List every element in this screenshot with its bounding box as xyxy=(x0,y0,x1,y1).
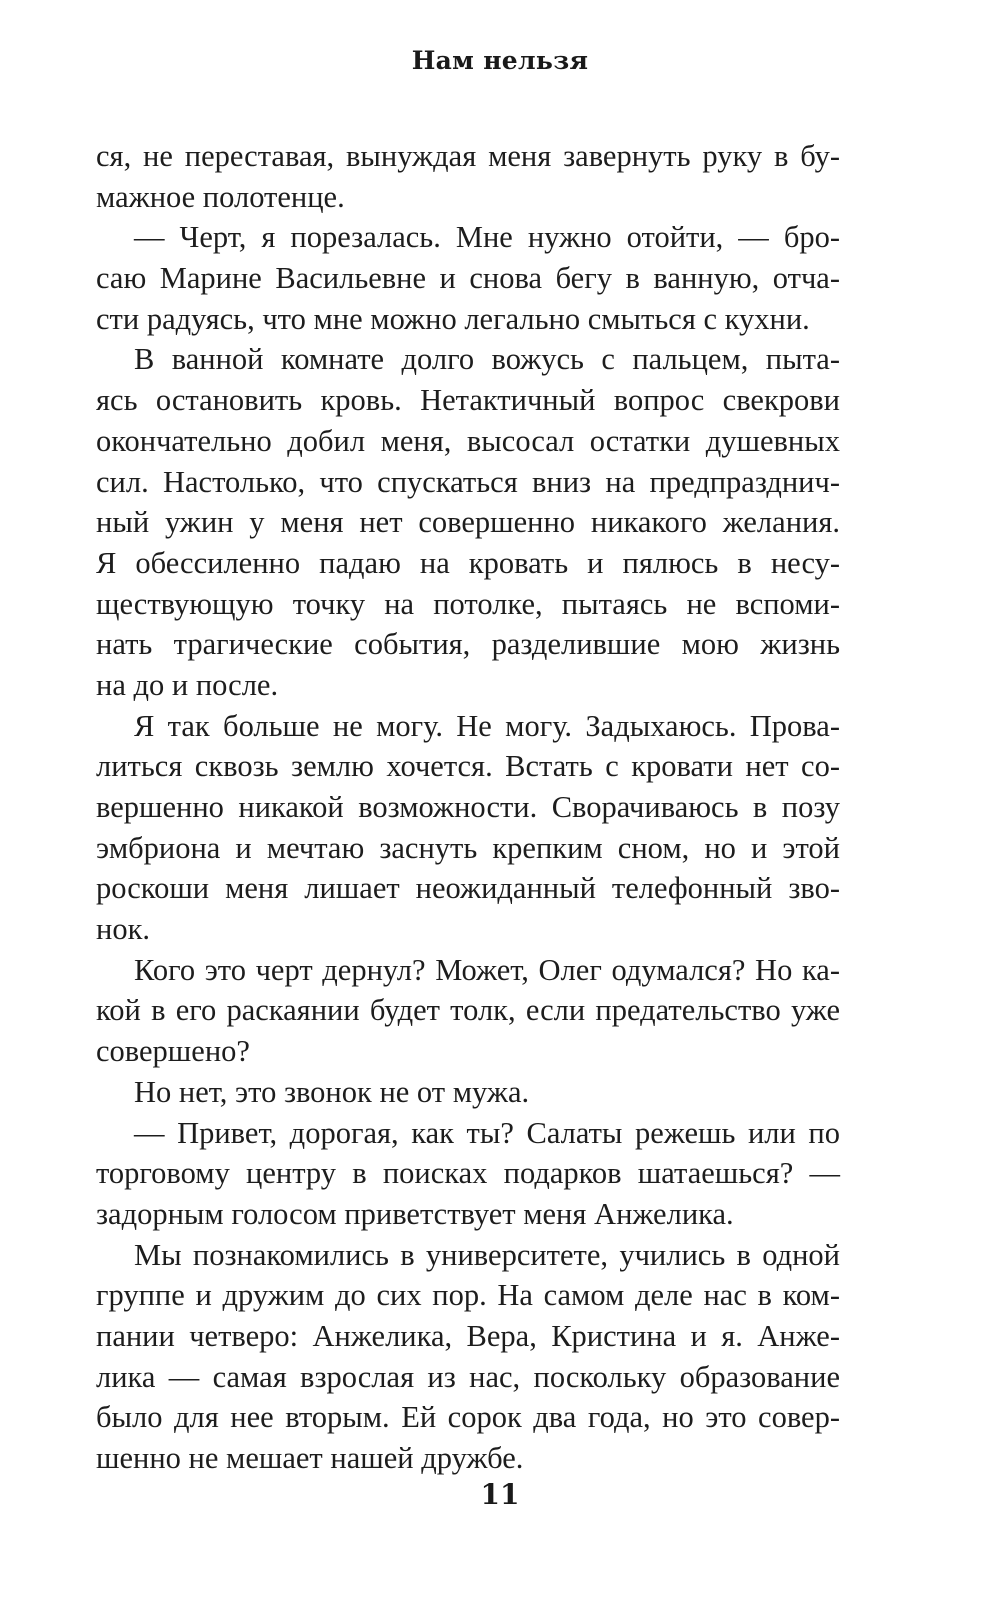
text-line: Мы познакомились в университете, учились в одной xyxy=(134,1237,840,1272)
paragraph xyxy=(96,950,840,1072)
text-line: Я так больше не могу. Не могу. Задыхаюсь. Прова- xyxy=(134,708,840,743)
text-line: совершено? xyxy=(96,1034,250,1069)
text-line: группе и дружим до сих пор. На самом деле нас в ком- xyxy=(96,1278,840,1313)
text-line: сти радуясь, что мне можно легально смыться с кухни. xyxy=(96,301,810,336)
text-line: лика — самая взрослая из нас, поскольку образование xyxy=(96,1359,840,1394)
text-line: — Привет, дорогая, как ты? Салаты режешь или по xyxy=(134,1115,840,1150)
text-line: задорным голосом приветствует меня Анжелика. xyxy=(96,1196,734,1231)
text-line: ся, не переставая, вынуждая меня завернуть руку в бу- xyxy=(96,139,840,173)
paragraph xyxy=(96,1113,840,1235)
text-line: сил. Настолько, что спускаться вниз на предпразднич- xyxy=(96,464,840,499)
paragraph xyxy=(96,339,840,705)
text-line: нать трагические события, разделившие мою жизнь xyxy=(96,627,840,662)
text-line: вершенно никакой возможности. Сворачиваюсь в позу xyxy=(96,790,840,824)
text-line: роскоши меня лишает неожиданный телефонный зво- xyxy=(96,871,840,906)
text-line: литься сквозь землю хочется. Встать с кровати нет со- xyxy=(96,749,840,784)
text-line: — Черт, я порезалась. Мне нужно отойти, — бро- xyxy=(134,220,840,255)
text-line: шенно не мешает нашей дружбе. xyxy=(96,1441,524,1475)
paragraph xyxy=(96,1072,840,1113)
running-head: Нам нельзя xyxy=(411,46,589,75)
text-line: В ванной комнате долго вожусь с пальцем, пыта- xyxy=(134,342,840,377)
page-number: 11 xyxy=(480,1478,520,1511)
text-line: кой в его раскаянии будет толк, если предательство уже xyxy=(96,993,840,1028)
text-line: мажное полотенце. xyxy=(96,179,345,214)
text-line: ществующую точку на потолке, пытаясь не вспоми- xyxy=(96,586,840,621)
text-line: окончательно добил меня, высосал остатки душевных xyxy=(96,423,840,458)
body-text xyxy=(96,136,840,1479)
text-line: эмбриона и мечтаю заснуть крепким сном, но и этой xyxy=(96,830,840,865)
text-line: Но нет, это звонок не от мужа. xyxy=(134,1074,530,1109)
text-line: на до и после. xyxy=(96,667,279,702)
text-line: торговому центру в поисках подарков шатаешься? — xyxy=(96,1156,840,1191)
text-line: ясь остановить кровь. Нетактичный вопрос свекрови xyxy=(96,383,840,418)
text-line: саю Марине Васильевне и снова бегу в ванную, отча- xyxy=(96,261,840,296)
text-line: ный ужин у меня нет совершенно никакого желания. xyxy=(96,505,840,540)
text-line: Кого это черт дернул? Может, Олег одумался? Но ка- xyxy=(134,952,840,987)
paragraph xyxy=(96,136,840,217)
text-line: пании четверо: Анжелика, Вера, Кристина и я. Анже- xyxy=(96,1318,840,1353)
paragraph xyxy=(96,217,840,339)
paragraph xyxy=(96,1235,840,1479)
paragraph xyxy=(96,706,840,950)
text-line: нок. xyxy=(96,912,151,947)
text-line: было для нее вторым. Ей сорок два года, но это совер- xyxy=(96,1400,840,1435)
text-line: Я обессиленно падаю на кровать и пялюсь в несу- xyxy=(96,545,840,580)
